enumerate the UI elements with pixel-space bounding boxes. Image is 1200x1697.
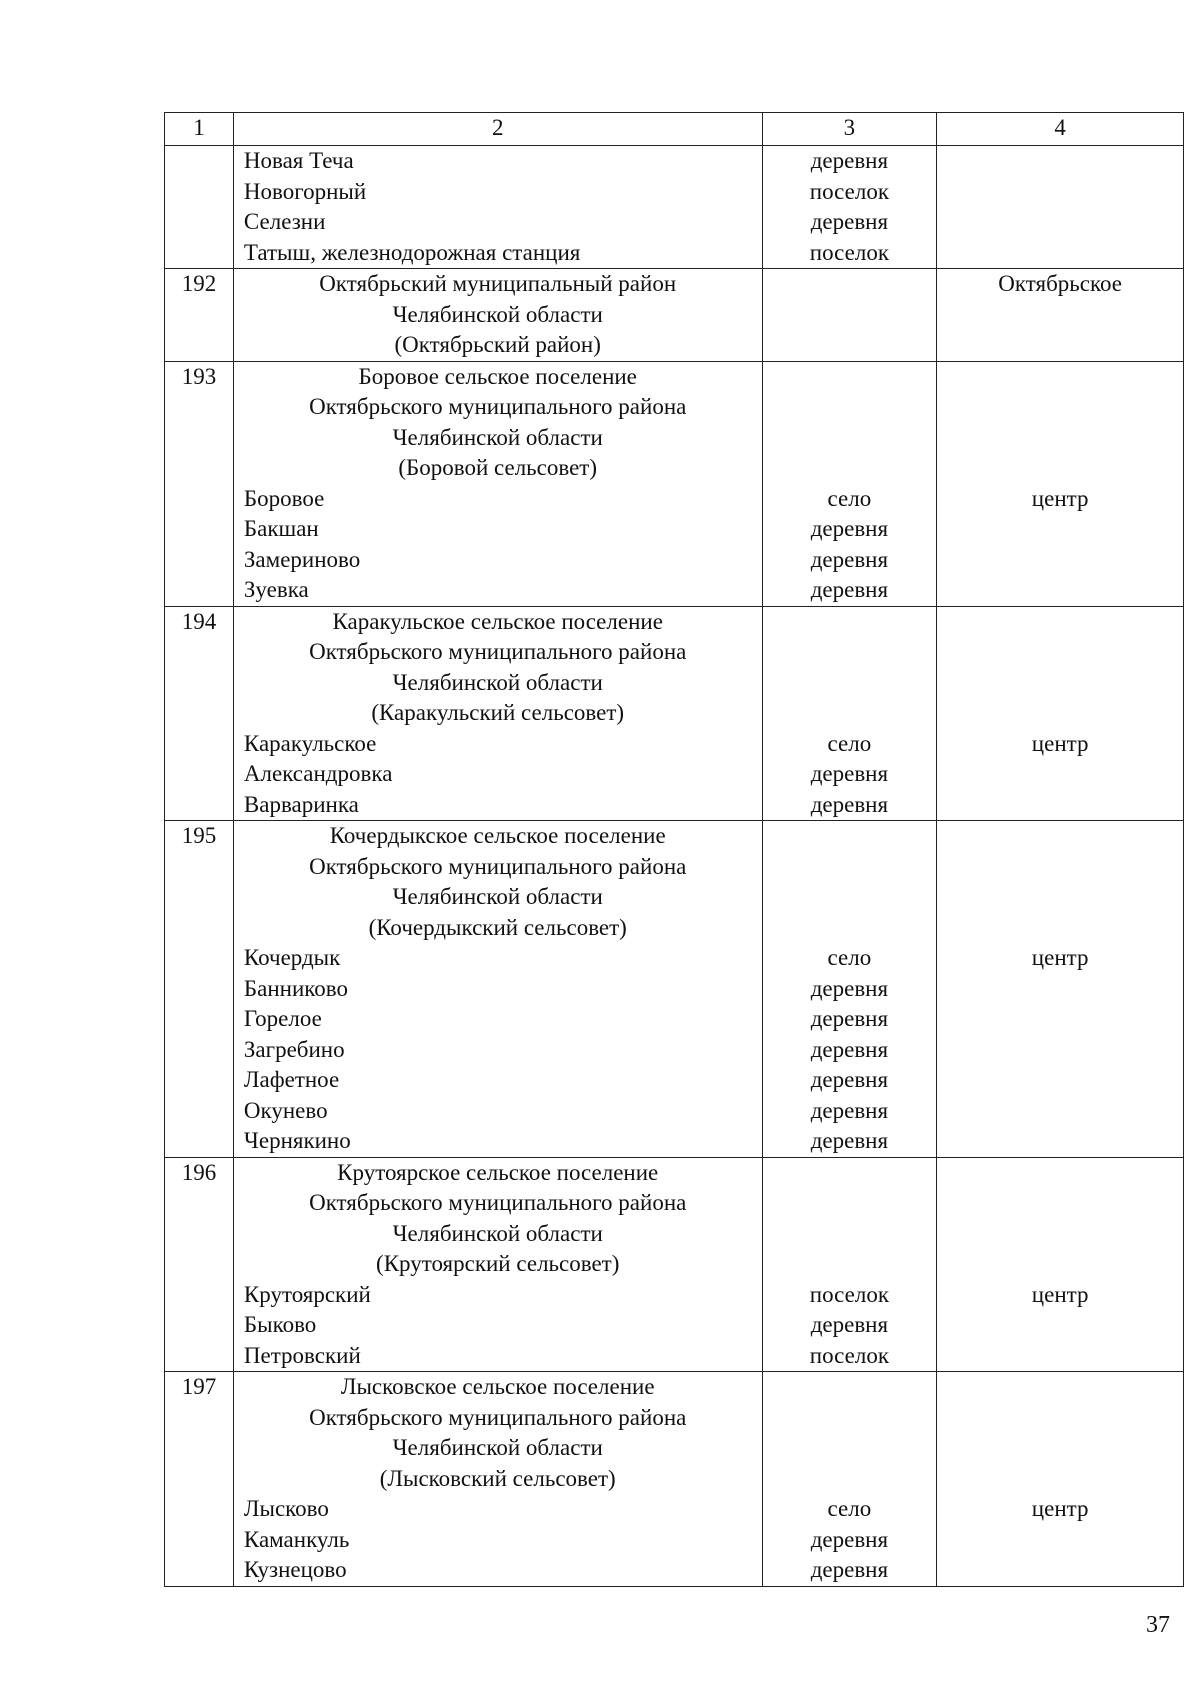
settlement-name-cell — [233, 269, 762, 362]
table-row — [165, 1157, 1184, 1372]
settlement-type: деревня — [810, 975, 889, 1001]
row-number-cell: 193 — [165, 361, 234, 606]
settlement-note: центр — [1031, 730, 1089, 756]
municipality-title-line: Октябрьского муниципального района — [309, 1404, 687, 1430]
settlement-name-cell — [233, 821, 762, 1158]
settlement-note — [937, 790, 1183, 821]
settlement-type: поселок — [809, 1281, 889, 1307]
settlement-type: деревня — [810, 577, 889, 602]
settlement-type: деревня — [810, 148, 889, 173]
empty-line — [763, 852, 937, 883]
note-cell — [937, 606, 1184, 821]
empty-line — [937, 453, 1183, 484]
settlement-type: село — [827, 485, 872, 511]
settlement-name: Петровский — [243, 1342, 361, 1368]
settlement-type-cell — [762, 606, 937, 821]
empty-line — [763, 1219, 937, 1250]
table-row — [165, 361, 1184, 606]
empty-line — [937, 362, 1183, 393]
admin-center-name: Октябрьское — [998, 271, 1122, 296]
settlement-note — [937, 146, 1183, 177]
empty-line — [937, 852, 1183, 883]
settlement-type: село — [827, 730, 872, 756]
municipality-title-line: Каракульское сельское поселение — [332, 608, 663, 634]
empty-line — [763, 1372, 937, 1403]
settlement-type: поселок — [809, 1342, 889, 1368]
settlement-name: Каракульское — [243, 730, 377, 756]
settlement-type: село — [827, 1496, 872, 1521]
municipality-title-line: Лысковское сельское поселение — [340, 1374, 655, 1399]
settlement-note — [937, 1035, 1183, 1066]
settlement-note — [937, 1065, 1183, 1096]
municipality-title-line: Октябрьского муниципального района — [309, 394, 687, 419]
settlement-name-cell — [233, 1157, 762, 1372]
settlement-type: деревня — [810, 791, 889, 817]
settlement-type-cell — [762, 1157, 937, 1372]
settlement-name: Горелое — [243, 1006, 322, 1031]
empty-line — [937, 1158, 1183, 1189]
municipality-title-line: Боровое сельское поселение — [358, 363, 637, 389]
municipality-title-line: Челябинской области — [392, 884, 603, 909]
table-row — [165, 1372, 1184, 1587]
empty-line — [763, 1188, 937, 1219]
settlement-type: поселок — [809, 239, 889, 265]
settlement-type-cell — [762, 146, 937, 269]
empty-line — [763, 1403, 937, 1434]
municipality-title-line: (Крутоярский сельсовет) — [376, 1251, 620, 1276]
settlement-note — [937, 759, 1183, 790]
settlement-note — [937, 207, 1183, 238]
note-cell — [937, 1372, 1184, 1587]
empty-line — [763, 1464, 937, 1495]
settlement-name: Чернякино — [243, 1128, 351, 1153]
municipality-title-line: Октябрьского муниципального района — [309, 853, 687, 879]
settlement-type: деревня — [810, 516, 889, 541]
settlement-name: Быково — [243, 1312, 317, 1337]
settlement-note — [937, 545, 1183, 576]
settlement-type: поселок — [809, 178, 889, 204]
row-number-cell — [165, 146, 234, 269]
settlement-type: село — [827, 945, 872, 970]
empty-line — [937, 698, 1183, 729]
settlement-name: Боровое — [243, 485, 325, 511]
empty-line — [763, 423, 937, 454]
empty-line — [937, 1403, 1183, 1434]
settlement-note — [937, 1555, 1183, 1586]
empty-line — [763, 269, 937, 300]
empty-line — [937, 1219, 1183, 1250]
settlement-type: деревня — [810, 1312, 889, 1337]
settlement-name: Александровка — [243, 761, 393, 786]
empty-line — [763, 453, 937, 484]
municipality-title-line: (Октябрьский район) — [394, 332, 601, 357]
empty-line — [937, 913, 1183, 944]
empty-line — [763, 607, 937, 638]
municipality-title-line: Челябинской области — [392, 1435, 603, 1460]
settlement-note: центр — [1031, 485, 1089, 511]
row-number-cell: 195 — [165, 821, 234, 1158]
settlement-name: Окунево — [243, 1097, 328, 1123]
empty-line — [937, 423, 1183, 454]
column-header: 4 — [937, 113, 1184, 146]
settlement-note: центр — [1031, 1281, 1089, 1307]
settlement-type: деревня — [810, 1006, 889, 1031]
settlement-type: деревня — [810, 1036, 889, 1062]
empty-line — [763, 698, 937, 729]
settlement-note — [937, 238, 1183, 269]
settlement-note: центр — [1031, 1496, 1089, 1521]
settlement-name-cell — [233, 146, 762, 269]
settlement-note — [937, 177, 1183, 208]
settlement-type: деревня — [810, 1526, 889, 1552]
empty-line — [763, 362, 937, 393]
empty-line — [937, 607, 1183, 638]
municipality-title-line: Октябрьский муниципальный район — [319, 271, 677, 296]
municipality-title-line: Крутоярское сельское поселение — [337, 1159, 659, 1185]
settlement-type: деревня — [810, 1128, 889, 1153]
empty-line — [937, 1372, 1183, 1403]
municipality-title-line: (Боровой сельсовет) — [398, 455, 598, 480]
settlement-note — [937, 1310, 1183, 1341]
municipality-title-line: Челябинской области — [392, 1220, 603, 1246]
note-cell — [937, 269, 1184, 362]
table-row — [165, 269, 1184, 362]
settlement-note — [937, 1525, 1183, 1556]
empty-line — [763, 668, 937, 699]
settlement-type: деревня — [810, 761, 889, 786]
settlement-name: Зуевка — [243, 577, 309, 602]
municipality-title-line: (Каракульский сельсовет) — [371, 700, 625, 725]
column-header: 3 — [762, 113, 937, 146]
table-row — [165, 146, 1184, 269]
note-cell — [937, 146, 1184, 269]
municipality-title-line: Челябинской области — [392, 301, 603, 327]
empty-line — [763, 1433, 937, 1464]
empty-line — [937, 300, 1183, 331]
municipality-title-line: Октябрьского муниципального района — [309, 639, 687, 664]
empty-line — [763, 392, 937, 423]
empty-line — [763, 882, 937, 913]
settlement-note — [937, 1341, 1183, 1372]
municipality-title-line: Челябинской области — [392, 669, 603, 695]
settlement-name: Варваринка — [243, 791, 359, 817]
settlement-note — [937, 1126, 1183, 1157]
empty-line — [763, 330, 937, 361]
empty-line — [937, 1433, 1183, 1464]
settlement-name: Кочердык — [243, 945, 341, 970]
settlement-name: Лафетное — [243, 1067, 340, 1092]
empty-line — [937, 392, 1183, 423]
settlement-note — [937, 575, 1183, 606]
row-number-cell: 192 — [165, 269, 234, 362]
empty-line — [763, 1249, 937, 1280]
settlement-type: деревня — [810, 546, 889, 572]
note-cell — [937, 361, 1184, 606]
empty-line — [937, 668, 1183, 699]
settlement-note: центр — [1031, 945, 1089, 970]
settlement-type-cell — [762, 361, 937, 606]
empty-line — [937, 882, 1183, 913]
page-number: 37 — [1146, 1612, 1170, 1638]
table-body — [165, 113, 1184, 1587]
row-number-cell: 197 — [165, 1372, 234, 1587]
settlement-type-cell — [762, 821, 937, 1158]
empty-line — [763, 637, 937, 668]
settlement-note — [937, 1004, 1183, 1035]
municipality-title-line: (Лысковский сельсовет) — [379, 1465, 616, 1491]
settlement-name: Загребино — [243, 1036, 345, 1062]
note-cell — [937, 821, 1184, 1158]
settlement-name: Каманкуль — [243, 1526, 350, 1552]
empty-line — [937, 330, 1183, 361]
settlement-name: Замериново — [243, 546, 361, 572]
empty-line — [937, 1188, 1183, 1219]
settlement-note — [937, 514, 1183, 545]
empty-line — [763, 821, 937, 852]
settlement-name: Банниково — [243, 975, 348, 1001]
empty-line — [937, 1464, 1183, 1495]
settlement-name: Селезни — [243, 209, 326, 234]
settlement-type: деревня — [810, 1097, 889, 1123]
empty-line — [763, 1158, 937, 1189]
settlement-name: Бакшан — [243, 516, 319, 541]
column-header: 1 — [165, 113, 234, 146]
settlement-name: Татыш, железнодорожная станция — [243, 239, 581, 265]
empty-line — [937, 1249, 1183, 1280]
settlement-type: деревня — [810, 1557, 889, 1582]
settlement-type: деревня — [810, 209, 889, 234]
empty-line — [763, 913, 937, 944]
municipality-title-line: Октябрьского муниципального района — [309, 1190, 687, 1215]
settlement-name: Лысково — [243, 1496, 329, 1521]
note-cell — [937, 1157, 1184, 1372]
municipality-title-line: Кочердыкское сельское поселение — [329, 823, 666, 848]
settlements-table — [164, 112, 1184, 1587]
row-number-cell: 196 — [165, 1157, 234, 1372]
settlement-name-cell — [233, 1372, 762, 1587]
table-row — [165, 606, 1184, 821]
settlement-name-cell — [233, 361, 762, 606]
municipality-title-line: Челябинской области — [392, 424, 603, 450]
table-row — [165, 821, 1184, 1158]
settlement-name: Кузнецово — [243, 1557, 347, 1582]
settlement-name-cell — [233, 606, 762, 821]
settlement-note — [937, 974, 1183, 1005]
empty-line — [937, 821, 1183, 852]
settlement-name: Новогорный — [243, 178, 367, 204]
settlement-name: Крутоярский — [243, 1281, 371, 1307]
settlement-type-cell — [762, 1372, 937, 1587]
settlement-note — [937, 1096, 1183, 1127]
table-header-row — [165, 113, 1184, 146]
settlement-name: Новая Теча — [243, 148, 354, 173]
settlement-type-cell — [762, 269, 937, 362]
settlement-type: деревня — [810, 1067, 889, 1092]
empty-line — [763, 300, 937, 331]
row-number-cell: 194 — [165, 606, 234, 821]
column-header: 2 — [233, 113, 762, 146]
municipality-title-line: (Кочердыкский сельсовет) — [368, 914, 627, 940]
empty-line — [937, 637, 1183, 668]
